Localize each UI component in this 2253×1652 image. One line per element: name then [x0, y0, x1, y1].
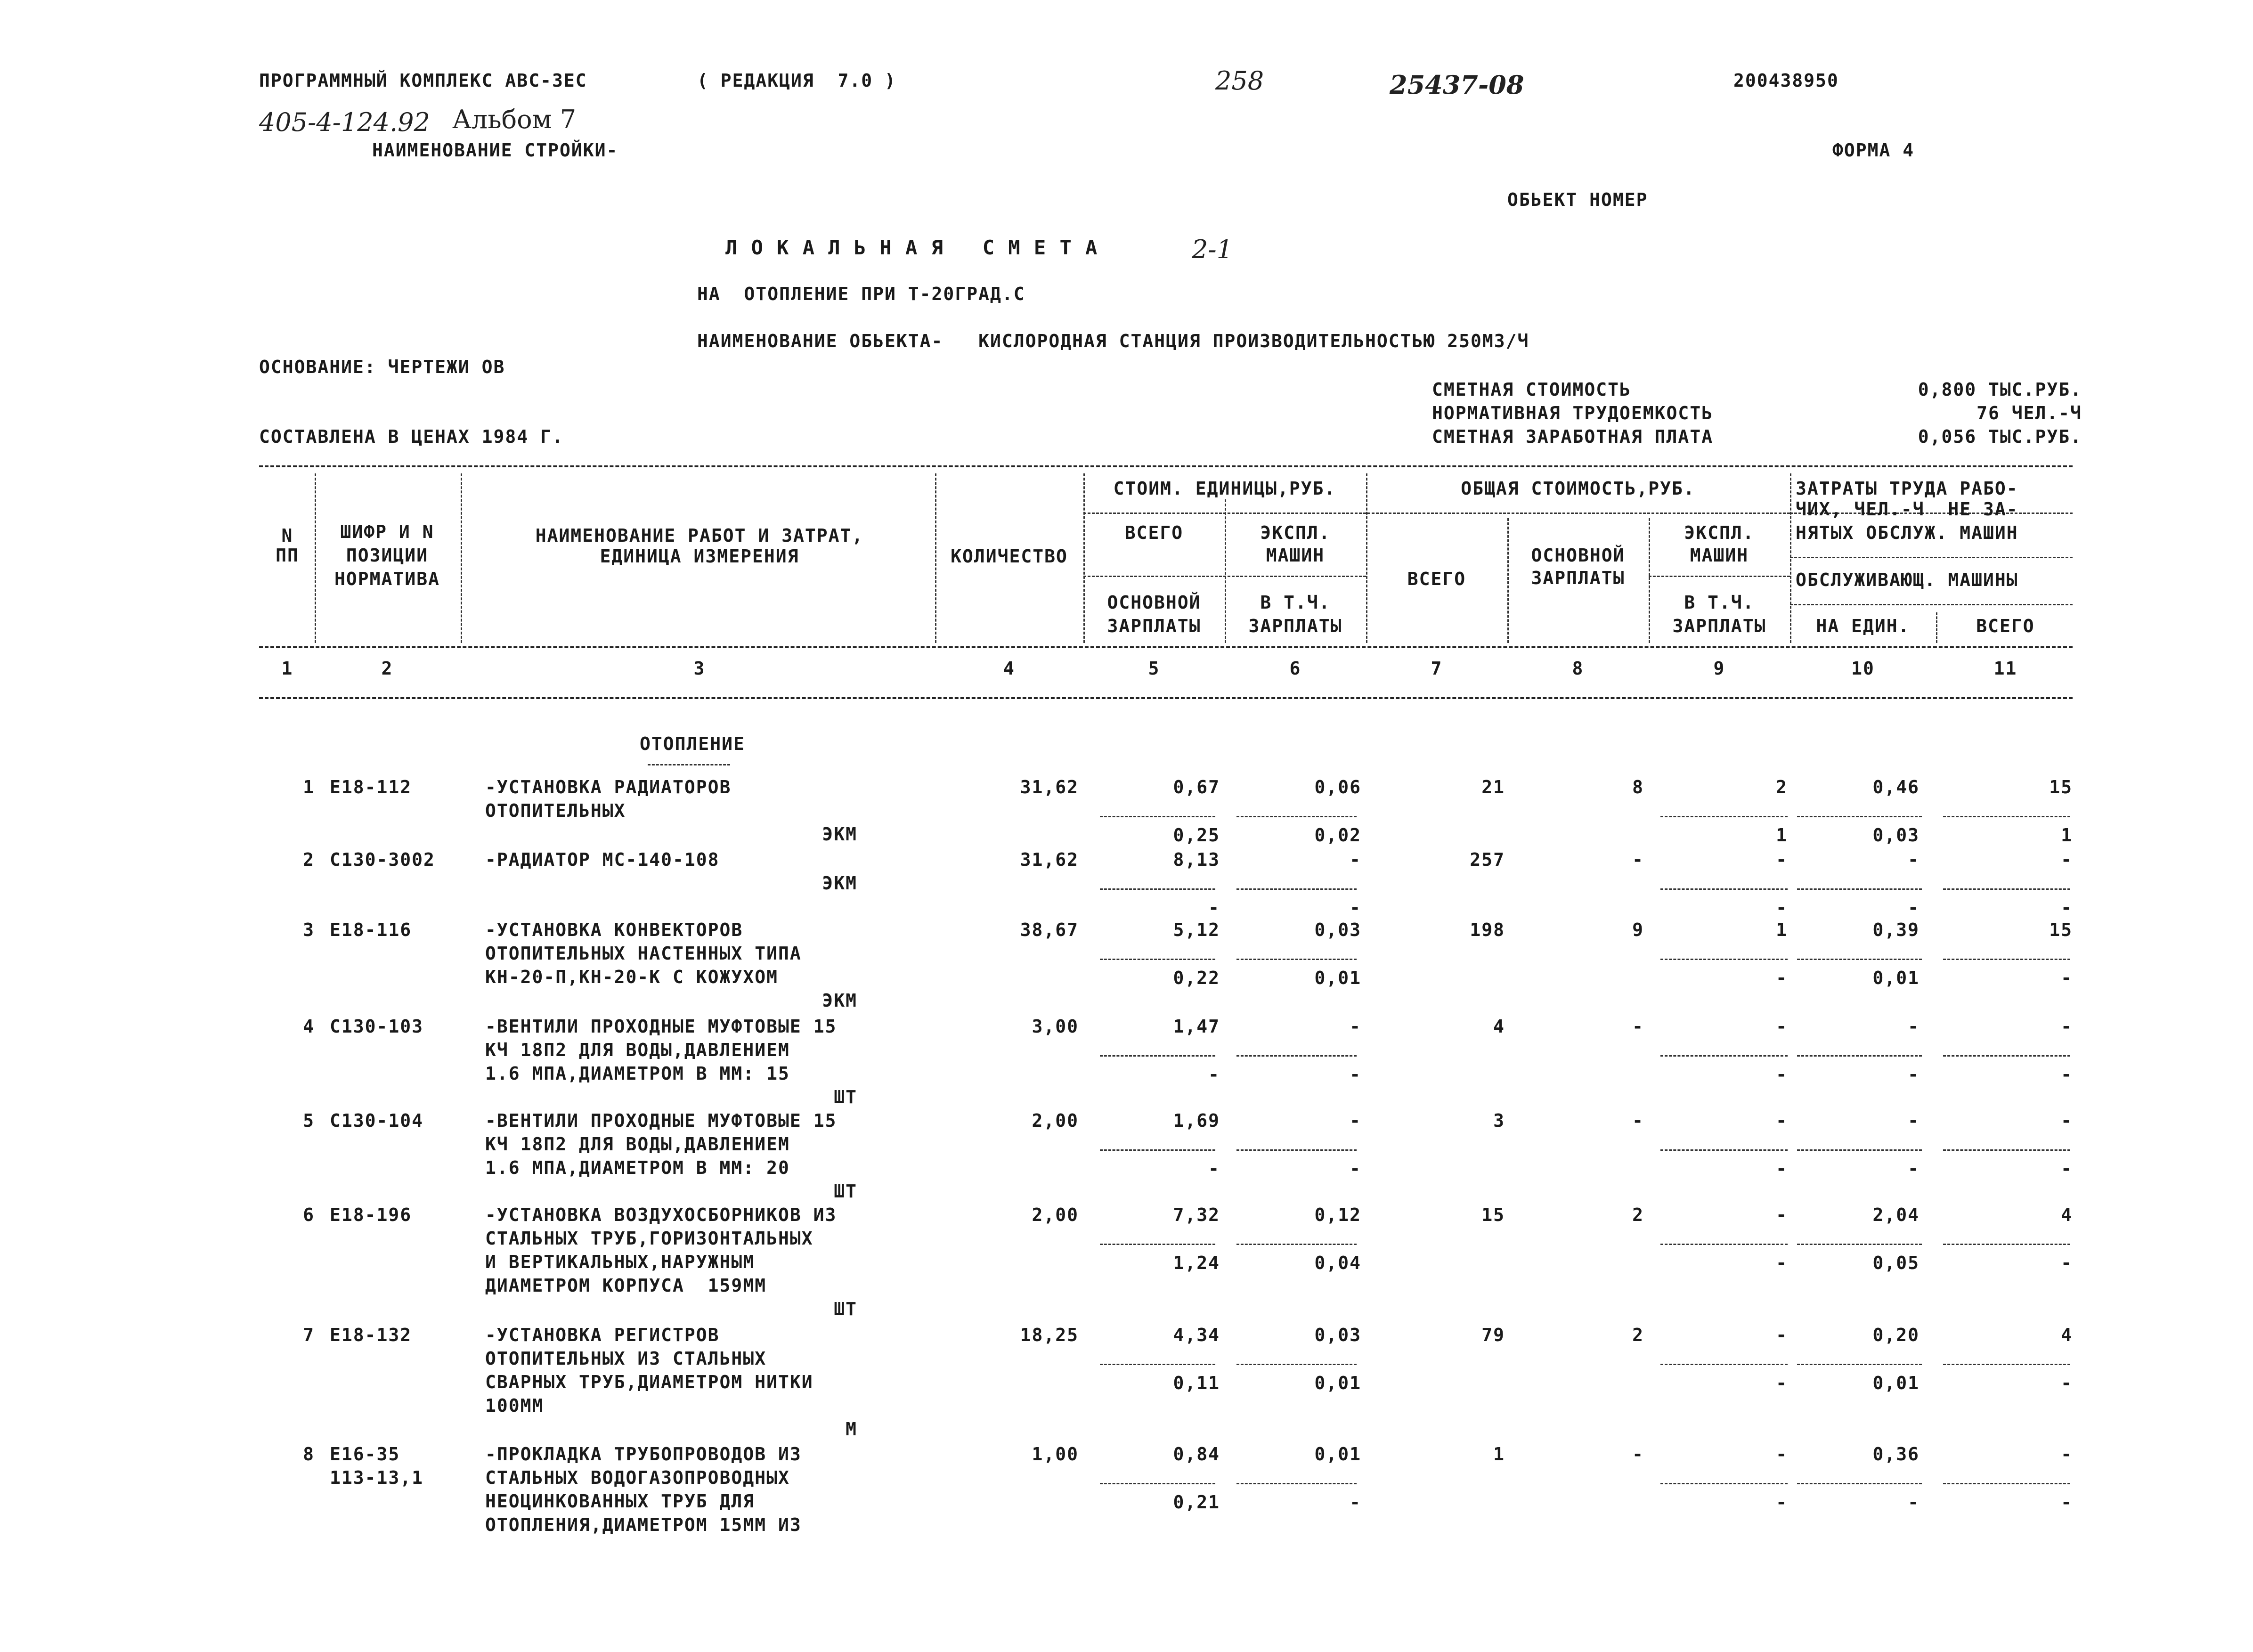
row-labor-total-machines: -	[2061, 968, 2073, 988]
document-code-handwritten: 25437-08	[1390, 70, 1524, 100]
row-divider	[1236, 888, 1357, 890]
row-quantity: 18,25	[1020, 1325, 1079, 1345]
header-col-rule	[935, 473, 936, 643]
row-total-machines: -	[1776, 1110, 1788, 1131]
estimate-number-handwritten: 2-1	[1192, 235, 1233, 264]
row-quantity: 38,67	[1020, 920, 1079, 940]
row-divider	[1100, 959, 1215, 960]
row-labor-total: -	[2061, 1110, 2073, 1131]
row-divider	[1100, 1149, 1215, 1151]
row-total-machines: -	[1776, 1016, 1788, 1037]
row-labor-total-machines: -	[2061, 1064, 2073, 1085]
page-number-handwritten: 258	[1215, 66, 1264, 96]
row-unit-cost-total: 1,47	[1173, 1016, 1220, 1037]
row-divider	[1100, 1483, 1215, 1484]
row-labor-per-unit: 2,04	[1872, 1204, 1920, 1225]
row-divider	[1660, 1055, 1788, 1057]
row-code: С130-3002	[330, 849, 435, 870]
row-name-line: ОТОПИТЕЛЬНЫХ	[485, 800, 626, 821]
row-code: С130-103	[330, 1016, 424, 1037]
row-divider	[1100, 816, 1215, 817]
column-number: 1	[281, 658, 293, 679]
row-labor-per-unit-machines: -	[1908, 1064, 1920, 1085]
col1-header: N	[281, 525, 293, 546]
row-total-machines: 1	[1776, 920, 1788, 940]
row-unit-cost-machines-wage: 0,02	[1314, 825, 1361, 846]
row-divider	[1797, 1055, 1922, 1057]
column-number: 2	[381, 658, 393, 679]
estimate-subject: НА ОТОПЛЕНИЕ ПРИ Т-20ГРАД.С	[697, 284, 1025, 304]
col6-header-bottom: В Т.Ч.	[1260, 592, 1331, 613]
row-labor-total: -	[2061, 849, 2073, 870]
row-unit-cost-total: 0,67	[1173, 777, 1220, 798]
row-name-line: ОТОПЛЕНИЯ,ДИАМЕТРОМ 15ММ ИЗ	[485, 1514, 802, 1535]
labor-header: ЗАТРАТЫ ТРУДА РАБО-	[1796, 478, 2018, 499]
row-unit-cost-machines-wage: -	[1350, 897, 1361, 918]
col8-header: ОСНОВНОЙ	[1531, 545, 1625, 566]
row-divider	[1797, 1483, 1922, 1484]
row-divider	[1660, 1364, 1788, 1365]
row-labor-total-machines: -	[2061, 1253, 2073, 1273]
row-unit-cost-machines-wage: 0,01	[1314, 1373, 1361, 1393]
row-name-line: -УСТАНОВКА ВОЗДУХОСБОРНИКОВ ИЗ	[485, 1204, 837, 1225]
row-total-machines-wage: -	[1776, 1158, 1788, 1179]
col11-header: ВСЕГО	[1976, 616, 2035, 636]
row-number: 5	[303, 1110, 315, 1131]
album-label: Альбом 7	[452, 105, 577, 134]
row-total-wage: -	[1632, 1110, 1644, 1131]
row-total-cost: 198	[1470, 920, 1505, 940]
row-total-machines-wage: -	[1776, 1064, 1788, 1085]
row-code: Е18-112	[330, 777, 412, 798]
row-labor-per-unit-machines: 0,01	[1872, 1373, 1920, 1393]
col10-header: НА ЕДИН.	[1816, 616, 1910, 636]
section-underline	[648, 764, 730, 765]
row-unit: ШТ	[834, 1299, 857, 1319]
row-number: 3	[303, 920, 315, 940]
header-col-rule	[1366, 473, 1367, 643]
row-divider	[1943, 1055, 2070, 1057]
summary-label-wage: СМЕТНАЯ ЗАРАБОТНАЯ ПЛАТА	[1432, 426, 1714, 447]
row-code: Е18-196	[330, 1204, 412, 1225]
row-labor-total: -	[2061, 1016, 2073, 1037]
row-name-line: -УСТАНОВКА КОНВЕКТОРОВ	[485, 920, 743, 940]
row-labor-per-unit: 0,36	[1872, 1444, 1920, 1465]
row-quantity: 2,00	[1032, 1110, 1079, 1131]
row-total-machines-wage: 1	[1776, 825, 1788, 846]
row-total-machines-wage: -	[1776, 1492, 1788, 1513]
row-unit-cost-machines-wage: -	[1350, 1064, 1361, 1085]
row-quantity: 31,62	[1020, 849, 1079, 870]
row-total-cost: 21	[1481, 777, 1505, 798]
header-col-rule	[315, 473, 316, 643]
row-total-wage: 9	[1632, 920, 1644, 940]
row-divider	[1236, 959, 1357, 960]
basis: ОСНОВАНИЕ: ЧЕРТЕЖИ ОВ	[259, 357, 505, 377]
row-unit-cost-wage: -	[1208, 1158, 1220, 1179]
row-number: 4	[303, 1016, 315, 1037]
row-code: Е18-132	[330, 1325, 412, 1345]
row-divider	[1660, 888, 1788, 890]
column-number: 7	[1431, 658, 1443, 679]
labor-header: ЧИХ, ЧЕЛ.-Ч НЕ ЗА-	[1796, 499, 2018, 520]
row-unit-cost-machines-wage: 0,04	[1314, 1253, 1361, 1273]
row-divider	[1660, 1244, 1788, 1245]
program-name: ПРОГРАММНЫЙ КОМПЛЕКС АВС-ЗЕС	[259, 70, 587, 91]
row-unit: М	[846, 1419, 857, 1440]
row-divider	[1236, 1149, 1357, 1151]
row-labor-total: 15	[2049, 777, 2073, 798]
row-divider	[1797, 959, 1922, 960]
labor-header: НЯТЫХ ОБСЛУЖ. МАШИН	[1796, 522, 2018, 543]
row-divider	[1797, 1149, 1922, 1151]
column-number: 3	[693, 658, 706, 679]
row-divider	[1797, 1244, 1922, 1245]
row-labor-per-unit-machines: -	[1908, 1158, 1920, 1179]
summary-value-cost: 0,800 ТЫС.РУБ.	[1918, 379, 2082, 400]
row-labor-per-unit-machines: 0,01	[1872, 968, 1920, 988]
construction-label: НАИМЕНОВАНИЕ СТРОЙКИ-	[372, 140, 618, 161]
header-col-rule	[1083, 473, 1085, 643]
column-number: 10	[1851, 658, 1875, 679]
row-name-line: СТАЛЬНЫХ ВОДОГАЗОПРОВОДНЫХ	[485, 1467, 790, 1488]
row-unit-cost-machines-wage: 0,01	[1314, 968, 1361, 988]
total-cost-header: ОБЩАЯ СТОИМОСТЬ,РУБ.	[1461, 478, 1695, 499]
row-unit-cost-machines: -	[1350, 849, 1361, 870]
row-divider	[1797, 816, 1922, 817]
col3-header: НАИМЕНОВАНИЕ РАБОТ И ЗАТРАТ,	[535, 525, 864, 546]
row-name-line: 100ММ	[485, 1395, 544, 1416]
prices-basis: СОСТАВЛЕНА В ЦЕНАХ 1984 Г.	[259, 426, 564, 447]
summary-label-labor: НОРМАТИВНАЯ ТРУДОЕМКОСТЬ	[1432, 403, 1714, 423]
col9-header-top: ЭКСПЛ.	[1684, 522, 1755, 543]
row-labor-per-unit-machines: -	[1908, 1492, 1920, 1513]
row-divider	[1660, 1149, 1788, 1151]
row-unit-cost-wage: 0,25	[1173, 825, 1220, 846]
header-bottom-rule	[259, 646, 2073, 648]
col4-header: КОЛИЧЕСТВО	[951, 546, 1068, 567]
row-divider	[1943, 959, 2070, 960]
row-divider	[1100, 1364, 1215, 1365]
table-top-rule	[259, 465, 2073, 467]
row-total-cost: 257	[1470, 849, 1505, 870]
machine-service-header: ОБСЛУЖИВАЮЩ. МАШИНЫ	[1796, 570, 2018, 590]
row-number: 1	[303, 777, 315, 798]
row-labor-total-machines: -	[2061, 1373, 2073, 1393]
row-name-line: ОТОПИТЕЛЬНЫХ НАСТЕННЫХ ТИПА	[485, 943, 802, 964]
row-divider	[1943, 1364, 2070, 1365]
row-divider	[1100, 1244, 1215, 1245]
row-unit-cost-machines: 0,03	[1314, 920, 1361, 940]
row-total-wage: 8	[1632, 777, 1644, 798]
row-unit-cost-wage: 0,22	[1173, 968, 1220, 988]
row-name-line: СВАРНЫХ ТРУБ,ДИАМЕТРОМ НИТКИ	[485, 1372, 813, 1392]
row-labor-per-unit: 0,46	[1872, 777, 1920, 798]
row-divider	[1236, 1364, 1357, 1365]
object-number-label: ОБЬЕКТ НОМЕР	[1507, 189, 1648, 210]
row-total-machines: -	[1776, 849, 1788, 870]
row-quantity: 1,00	[1032, 1444, 1079, 1465]
row-unit-cost-total: 7,32	[1173, 1204, 1220, 1225]
row-divider	[1943, 1483, 2070, 1484]
row-labor-total-machines: -	[2061, 897, 2073, 918]
header-sub-rule	[1649, 576, 1790, 577]
estimate-title: Л О К А Л Ь Н А Я С М Е Т А	[725, 236, 1098, 259]
col9-header-bottom: ЗАРПЛАТЫ	[1672, 616, 1766, 636]
col6-header-top: МАШИН	[1266, 545, 1325, 566]
row-unit-cost-machines: 0,06	[1314, 777, 1361, 798]
row-unit: ШТ	[834, 1087, 857, 1107]
row-unit-cost-machines: 0,12	[1314, 1204, 1361, 1225]
row-name-line: КЧ 18П2 ДЛЯ ВОДЫ,ДАВЛЕНИЕМ	[485, 1040, 790, 1060]
row-labor-total-machines: -	[2061, 1492, 2073, 1513]
row-divider	[1236, 1483, 1357, 1484]
column-number: 11	[1993, 658, 2017, 679]
row-labor-per-unit: -	[1908, 1110, 1920, 1131]
col6-header-top: ЭКСПЛ.	[1260, 522, 1331, 543]
col2-header: НОРМАТИВА	[334, 569, 440, 589]
row-unit-cost-machines: 0,03	[1314, 1325, 1361, 1345]
edition: ( РЕДАКЦИЯ 7.0 )	[697, 70, 896, 91]
col9-header-bottom: В Т.Ч.	[1684, 592, 1755, 613]
header-col-rule	[1790, 473, 1791, 643]
col1-header: ПП	[276, 545, 299, 566]
row-name-line: И ВЕРТИКАЛЬНЫХ,НАРУЖНЫМ	[485, 1252, 755, 1272]
header-col-rule	[1936, 612, 1937, 643]
row-labor-per-unit-machines: -	[1908, 897, 1920, 918]
row-name-line: ОТОПИТЕЛЬНЫХ ИЗ СТАЛЬНЫХ	[485, 1348, 767, 1369]
col9-header-top: МАШИН	[1690, 545, 1749, 566]
header-col-rule	[1225, 499, 1226, 643]
row-number: 8	[303, 1444, 315, 1465]
row-name-line: СТАЛЬНЫХ ТРУБ,ГОРИЗОНТАЛЬНЫХ	[485, 1228, 813, 1249]
row-unit-cost-wage: -	[1208, 897, 1220, 918]
header-sub-rule	[1083, 576, 1366, 577]
row-total-wage: 2	[1632, 1204, 1644, 1225]
row-unit-cost-wage: 0,21	[1173, 1492, 1220, 1513]
row-labor-total-machines: 1	[2061, 825, 2073, 846]
row-labor-per-unit: 0,20	[1872, 1325, 1920, 1345]
row-labor-per-unit: -	[1908, 1016, 1920, 1037]
row-labor-total-machines: -	[2061, 1158, 2073, 1179]
row-labor-total: 15	[2049, 920, 2073, 940]
row-unit: ШТ	[834, 1181, 857, 1202]
col2-header: ШИФР И N	[340, 521, 434, 542]
row-number: 2	[303, 849, 315, 870]
row-divider	[1943, 888, 2070, 890]
header-sub-rule	[1790, 557, 2073, 558]
col8-header: ЗАРПЛАТЫ	[1531, 568, 1625, 588]
row-divider	[1660, 816, 1788, 817]
row-divider	[1660, 959, 1788, 960]
section-heading: ОТОПЛЕНИЕ	[640, 733, 745, 754]
row-labor-per-unit: 0,39	[1872, 920, 1920, 940]
row-unit-cost-machines-wage: -	[1350, 1158, 1361, 1179]
row-unit-cost-total: 1,69	[1173, 1110, 1220, 1131]
row-name-line: -УСТАНОВКА РЕГИСТРОВ	[485, 1325, 720, 1345]
row-divider	[1100, 888, 1215, 890]
row-quantity: 31,62	[1020, 777, 1079, 798]
row-total-cost: 15	[1481, 1204, 1505, 1225]
row-total-wage: -	[1632, 1444, 1644, 1465]
row-unit-cost-machines-wage: -	[1350, 1492, 1361, 1513]
col5-header-bottom: ЗАРПЛАТЫ	[1107, 616, 1201, 636]
row-labor-per-unit-machines: 0,03	[1872, 825, 1920, 846]
row-code: С130-104	[330, 1110, 424, 1131]
row-total-wage: -	[1632, 849, 1644, 870]
row-total-machines: -	[1776, 1204, 1788, 1225]
row-labor-total: -	[2061, 1444, 2073, 1465]
header-col-rule	[1649, 518, 1650, 643]
row-name-line: -ВЕНТИЛИ ПРОХОДНЫЕ МУФТОВЫЕ 15	[485, 1016, 837, 1037]
row-unit-cost-total: 4,34	[1173, 1325, 1220, 1345]
row-quantity: 2,00	[1032, 1204, 1079, 1225]
row-total-wage: 2	[1632, 1325, 1644, 1345]
row-quantity: 3,00	[1032, 1016, 1079, 1037]
row-name-line: -РАДИАТОР МС-140-108	[485, 849, 720, 870]
row-unit-cost-wage: 1,24	[1173, 1253, 1220, 1273]
row-total-machines-wage: -	[1776, 897, 1788, 918]
row-name-line: -ПРОКЛАДКА ТРУБОПРОВОДОВ ИЗ	[485, 1444, 802, 1465]
col6-header-bottom: ЗАРПЛАТЫ	[1248, 616, 1342, 636]
row-divider	[1943, 1149, 2070, 1151]
col5-header-top: ВСЕГО	[1124, 522, 1184, 543]
row-divider	[1943, 1244, 2070, 1245]
row-total-machines: -	[1776, 1325, 1788, 1345]
row-name-line: НЕОЦИНКОВАННЫХ ТРУБ ДЛЯ	[485, 1491, 755, 1512]
header-col-rule	[461, 473, 462, 643]
summary-value-labor: 76 ЧЕЛ.-Ч	[1976, 403, 2082, 423]
row-unit-cost-wage: -	[1208, 1064, 1220, 1085]
row-unit-cost-total: 5,12	[1173, 920, 1220, 940]
row-labor-per-unit: -	[1908, 849, 1920, 870]
row-total-cost: 79	[1481, 1325, 1505, 1345]
row-divider	[1100, 1055, 1215, 1057]
row-name-line: -ВЕНТИЛИ ПРОХОДНЫЕ МУФТОВЫЕ 15	[485, 1110, 837, 1131]
row-name-line: 1.6 МПА,ДИАМЕТРОМ В ММ: 20	[485, 1157, 790, 1178]
row-total-machines-wage: -	[1776, 1253, 1788, 1273]
row-divider	[1236, 1244, 1357, 1245]
row-number: 6	[303, 1204, 315, 1225]
row-unit: ЭКМ	[822, 990, 857, 1011]
document-number: 200438950	[1733, 70, 1839, 91]
column-number: 5	[1148, 658, 1160, 679]
row-total-cost: 3	[1493, 1110, 1505, 1131]
row-divider	[1797, 888, 1922, 890]
col7-header: ВСЕГО	[1407, 569, 1466, 589]
row-divider	[1236, 1055, 1357, 1057]
col2-header: ПОЗИЦИИ	[346, 545, 429, 566]
header-sub-rule	[1083, 513, 1790, 514]
row-total-machines-wage: -	[1776, 1373, 1788, 1393]
row-code: Е16-35	[330, 1444, 400, 1465]
summary-value-wage: 0,056 ТЫС.РУБ.	[1918, 426, 2082, 447]
row-unit-cost-total: 0,84	[1173, 1444, 1220, 1465]
column-number: 9	[1713, 658, 1725, 679]
row-name-line: -УСТАНОВКА РАДИАТОРОВ	[485, 777, 732, 798]
row-code: Е18-116	[330, 920, 412, 940]
row-divider	[1797, 1364, 1922, 1365]
row-total-machines: 2	[1776, 777, 1788, 798]
header-sub-rule	[1790, 604, 2073, 605]
row-unit: ЭКМ	[822, 824, 857, 845]
row-labor-total: 4	[2061, 1204, 2073, 1225]
row-name-line: 1.6 МПА,ДИАМЕТРОМ В ММ: 15	[485, 1063, 790, 1084]
row-labor-per-unit-machines: 0,05	[1872, 1253, 1920, 1273]
header-col-rule	[1507, 518, 1509, 643]
row-labor-total: 4	[2061, 1325, 2073, 1345]
album-code-handwritten: 405-4-124.92	[259, 107, 430, 137]
row-unit-cost-total: 8,13	[1173, 849, 1220, 870]
object-name: НАИМЕНОВАНИЕ ОБЬЕКТА- КИСЛОРОДНАЯ СТАНЦИЯ ПРОИЗВОДИТЕЛЬНОСТЬЮ 250МЗ/Ч	[697, 331, 1529, 351]
column-number: 6	[1289, 658, 1301, 679]
row-unit-cost-wage: 0,11	[1173, 1373, 1220, 1393]
unit-cost-header: СТОИМ. ЕДИНИЦЫ,РУБ.	[1113, 478, 1336, 499]
row-total-wage: -	[1632, 1016, 1644, 1037]
column-numbers-rule	[259, 697, 2073, 699]
row-divider	[1660, 1483, 1788, 1484]
col5-header-bottom: ОСНОВНОЙ	[1107, 592, 1201, 613]
row-total-machines-wage: -	[1776, 968, 1788, 988]
row-divider	[1236, 816, 1357, 817]
row-name-line: ДИАМЕТРОМ КОРПУСА 159ММ	[485, 1275, 767, 1296]
summary-label-cost: СМЕТНАЯ СТОИМОСТЬ	[1432, 379, 1631, 400]
row-total-cost: 1	[1493, 1444, 1505, 1465]
row-total-cost: 4	[1493, 1016, 1505, 1037]
row-total-machines: -	[1776, 1444, 1788, 1465]
row-unit: ЭКМ	[822, 873, 857, 894]
row-unit-cost-machines: 0,01	[1314, 1444, 1361, 1465]
column-number: 4	[1003, 658, 1015, 679]
row-code: 113-13,1	[330, 1467, 424, 1488]
row-name-line: КН-20-П,КН-20-К С КОЖУХОМ	[485, 967, 778, 987]
row-unit-cost-machines: -	[1350, 1110, 1361, 1131]
row-unit-cost-machines: -	[1350, 1016, 1361, 1037]
row-number: 7	[303, 1325, 315, 1345]
col3-header: ЕДИНИЦА ИЗМЕРЕНИЯ	[600, 546, 799, 567]
row-divider	[1943, 816, 2070, 817]
column-number: 8	[1572, 658, 1584, 679]
row-name-line: КЧ 18П2 ДЛЯ ВОДЫ,ДАВЛЕНИЕМ	[485, 1134, 790, 1155]
form-label: ФОРМА 4	[1832, 140, 1915, 161]
